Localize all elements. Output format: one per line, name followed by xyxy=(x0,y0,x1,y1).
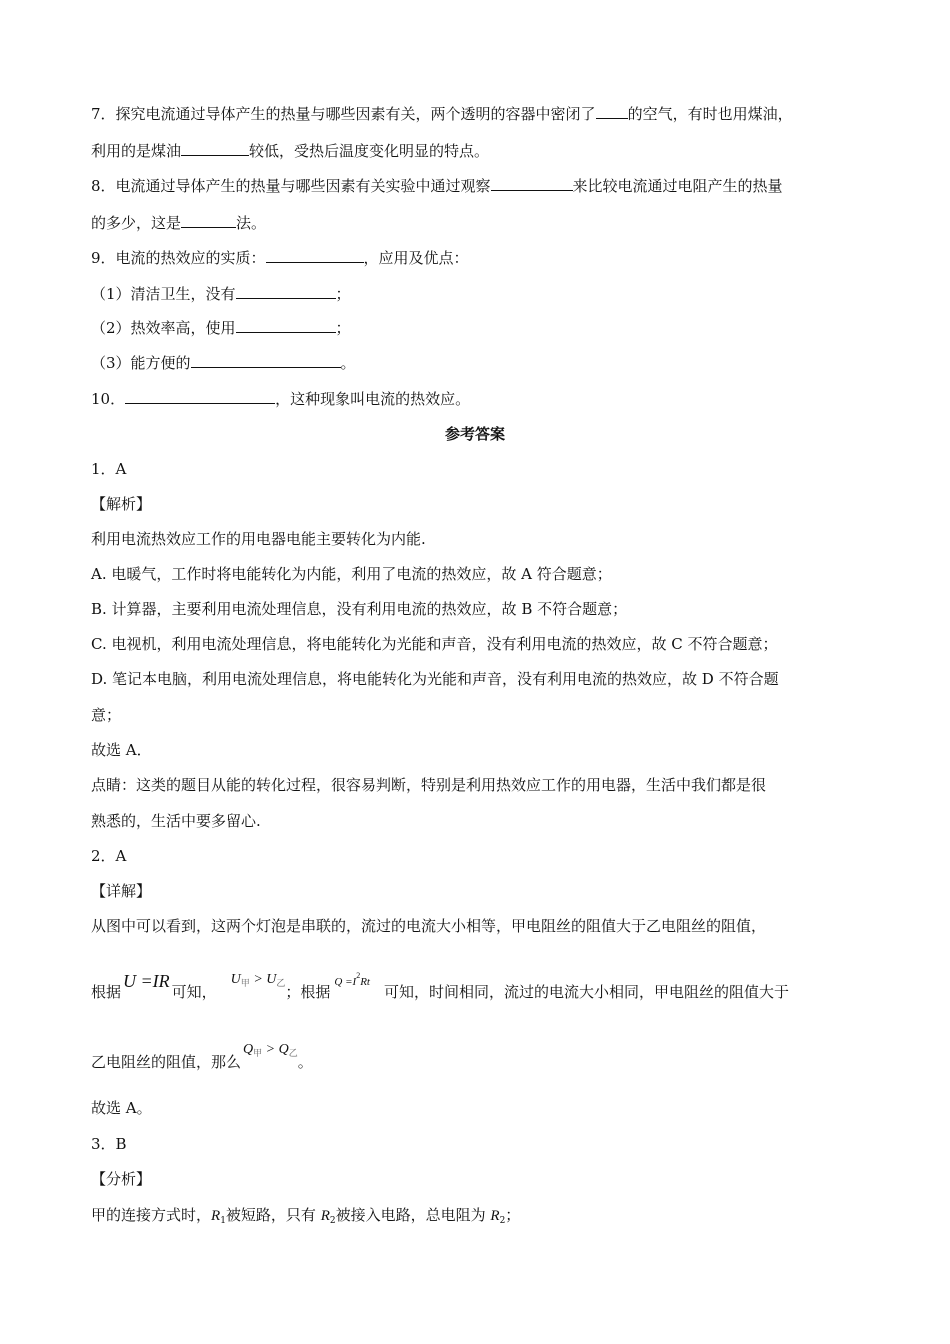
question-8-text: 的多少，这是 xyxy=(91,214,182,232)
answers-title: 参考答案 xyxy=(444,425,505,443)
answer-2-text: 可知，时间相同，流过的电流大小相同，甲电阻丝的阻值大于 xyxy=(383,983,789,1001)
question-8-line-1 xyxy=(91,176,783,196)
question-9-line-1 xyxy=(91,248,469,268)
equation-ohms-law: U =IR xyxy=(123,971,170,991)
question-9-text: （3）能方便的 xyxy=(91,354,191,372)
answer-1-option-d-line-2: 意； xyxy=(91,706,122,724)
answer-2-line-3 xyxy=(91,1042,313,1077)
resistor-symbol: R xyxy=(211,1208,221,1224)
answer-2-tag: 【详解】 xyxy=(91,882,152,900)
answer-1-number: 1．A xyxy=(91,460,127,478)
equation-superscript: 2 xyxy=(356,971,361,980)
answer-1-choice: 故选 A． xyxy=(91,741,152,759)
answer-2-text: 。 xyxy=(297,1053,313,1071)
answer-2-choice: 故选 A。 xyxy=(91,1099,152,1117)
answer-1-note-line-1: 点睛：这类的题目从能的转化过程，很容易判断，特别是利用热效应工作的用电器，生活中我们都是很 xyxy=(91,776,767,794)
answer-blank xyxy=(236,318,336,333)
question-8-text: 法。 xyxy=(236,214,267,232)
resistor-subscript: 2 xyxy=(329,1216,336,1226)
answer-1-option-d-line-1: D. 笔记本电脑，利用电流处理信息，将电能转化为光能和声音，没有利用电流的热效应，故 D 不符合题 xyxy=(91,670,779,688)
question-9-text: ； xyxy=(335,319,351,337)
resistor-symbol: R xyxy=(320,1208,330,1224)
answer-3-text: 甲的连接方式时， xyxy=(91,1206,212,1224)
question-9-text: 9．电流的热效应的实质： xyxy=(91,249,266,267)
equation-symbol: > U xyxy=(249,972,277,987)
answer-blank xyxy=(125,389,275,404)
answer-blank xyxy=(191,353,341,368)
question-9-item-2 xyxy=(91,318,351,338)
equation-voltage-compare xyxy=(231,972,286,987)
question-7-line-1 xyxy=(91,104,793,124)
answer-1-tag: 【解析】 xyxy=(91,495,152,513)
answer-3-number: 3．B xyxy=(91,1135,127,1153)
answer-3-text: ； xyxy=(505,1206,521,1224)
answer-3-text: 被接入电路，总电阻为 xyxy=(335,1206,491,1224)
question-9-item-1 xyxy=(91,284,351,304)
question-10-text: ，这种现象叫电流的热效应。 xyxy=(275,390,471,408)
question-9-item-3 xyxy=(91,353,356,373)
resistor-symbol: R xyxy=(490,1208,500,1224)
equation-symbol: > Q xyxy=(262,1042,289,1057)
question-7-text: 7．探究电流通过导体产生的热量与哪些因素有关，两个透明的容器中密闭了 xyxy=(91,105,596,123)
answer-blank xyxy=(181,213,236,228)
question-8-text: 8．电流通过导体产生的热量与哪些因素有关实验中通过观察 xyxy=(91,177,491,195)
equation-subscript: 甲 xyxy=(253,1048,263,1058)
equation-subscript: 甲 xyxy=(240,978,250,988)
question-8-text: 来比较电流通过电阻产生的热量 xyxy=(572,177,783,195)
answer-2-text: 根据 xyxy=(91,983,122,1001)
answer-1-option-a: A. 电暖气，工作时将电能转化为内能，利用了电流的热效应，故 A 符合题意； xyxy=(91,565,612,583)
answer-1-option-b: B. 计算器，主要利用电流处理信息，没有利用电流的热效应，故 B 不符合题意； xyxy=(91,600,628,618)
answer-2-line-2 xyxy=(91,971,789,1007)
answer-2-text: 乙电阻丝的阻值，那么 xyxy=(91,1053,242,1071)
answer-blank xyxy=(266,248,364,263)
question-9-text: ，应用及优点： xyxy=(363,249,469,267)
question-7-text: 利用的是煤油 xyxy=(91,142,182,160)
equation-symbol: Q xyxy=(243,1042,254,1057)
answer-2-number: 2．A xyxy=(91,847,127,865)
answer-2-text: ；根据 xyxy=(285,983,331,1001)
answer-blank xyxy=(491,176,573,191)
resistor-subscript: 2 xyxy=(499,1216,506,1226)
equation-symbol: U xyxy=(230,972,241,987)
equation-subscript: 乙 xyxy=(276,978,286,988)
question-9-text: ； xyxy=(335,285,351,303)
equation-subscript: 乙 xyxy=(288,1048,298,1058)
question-9-text: （2）热效率高，使用 xyxy=(91,319,236,337)
answer-blank xyxy=(236,284,336,299)
question-10-text: 10． xyxy=(91,390,126,408)
answer-2-text: 可知， xyxy=(171,983,217,1001)
answer-1-intro: 利用电流热效应工作的用电器电能主要转化为内能. xyxy=(91,530,426,548)
question-8-line-2 xyxy=(91,213,266,233)
question-9-text: （1）清洁卫生，没有 xyxy=(91,285,236,303)
question-10-line-1 xyxy=(91,389,470,409)
equation-joule-law xyxy=(334,971,370,988)
answer-1-note-line-2: 熟悉的，生活中要多留心. xyxy=(91,812,261,830)
question-7-text: 较低，受热后温度变化明显的特点。 xyxy=(249,142,490,160)
answer-3-line-1 xyxy=(91,1205,520,1231)
equation-symbol: Rt xyxy=(360,976,370,988)
resistor-subscript: 1 xyxy=(220,1216,226,1226)
answer-1-option-c: C. 电视机，利用电流处理信息，将电能转化为光能和声音，没有利用电流的热效应，故 C 不符合题意； xyxy=(91,635,778,653)
question-7-line-2 xyxy=(91,141,489,161)
question-7-text: 的空气，有时也用煤油， xyxy=(627,105,793,123)
answer-blank xyxy=(596,104,628,119)
equation-heat-compare xyxy=(243,1042,298,1057)
answer-3-tag: 【分析】 xyxy=(91,1170,152,1188)
answer-blank xyxy=(181,141,249,156)
question-9-text: 。 xyxy=(340,354,356,372)
answer-2-line-1: 从图中可以看到，这两个灯泡是串联的，流过的电流大小相等，甲电阻丝的阻值大于乙电阻丝的阻值， xyxy=(91,917,767,935)
equation-symbol: Q =I xyxy=(334,976,357,988)
answer-3-text: 被短路，只有 xyxy=(225,1206,321,1224)
